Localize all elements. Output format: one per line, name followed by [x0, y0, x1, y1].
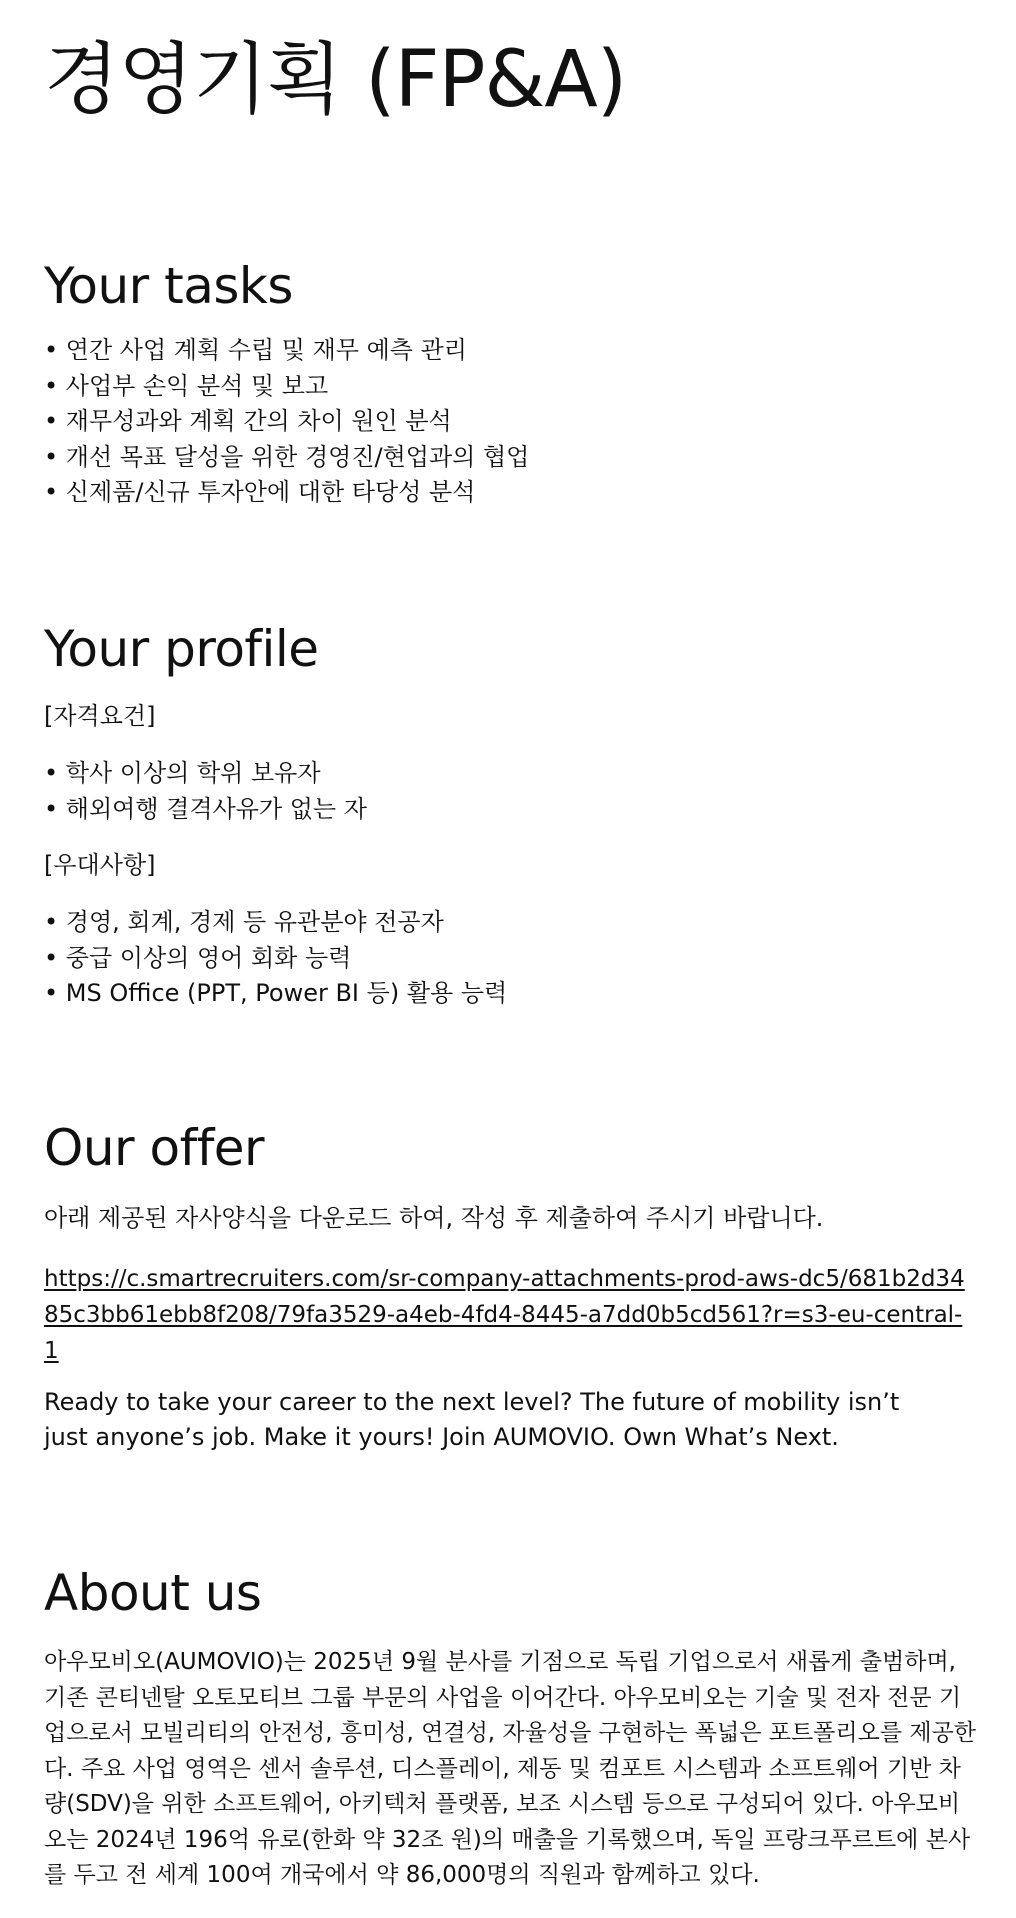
- attachment-download-link[interactable]: https://c.smartrecruiters.com/sr-company-attachments-prod-aws-dc5/681b2d3485c3bb61ebb8f208/79fa3529-a4eb-4fd4-8445-a7dd0b5cd561?r=s3-eu-central-1: [44, 1266, 965, 1364]
- preferred-label: [우대사항]: [44, 851, 156, 879]
- offer-link-paragraph: [44, 1261, 974, 1369]
- tasks-list: [44, 333, 529, 511]
- profile-heading: Your profile: [44, 620, 319, 678]
- list-item: • 해외여행 결격사유가 없는 자: [44, 792, 367, 828]
- preferred-list: [44, 905, 507, 1012]
- requirements-label: [자격요건]: [44, 702, 156, 730]
- list-item: • 사업부 손익 분석 및 보고: [44, 369, 529, 405]
- offer-intro-text: 아래 제공된 자사양식을 다운로드 하여, 작성 후 제출하여 주시기 바랍니다.: [44, 1204, 824, 1232]
- list-item: • 연간 사업 계획 수립 및 재무 예측 관리: [44, 333, 529, 369]
- offer-closing-text: Ready to take your career to the next level? The future of mobility isn’t just anyone’s job. Make it yours! Join AUMOVIO. Own What’s Next.: [44, 1388, 900, 1451]
- list-item: • 학사 이상의 학위 보유자: [44, 756, 367, 792]
- about-body-text: 아우모비오(AUMOVIO)는 2025년 9월 분사를 기점으로 독립 기업으로서 새롭게 출범하며, 기존 콘티넨탈 오토모티브 그룹 부문의 사업을 이어간다. 아우모비오는 기술 및 전자 전문 기업으로서 모빌리티의 안전성, 흥미성, 연결성, 자율성을 구현하는 폭넓은 포트폴리오를 제공한다. 주요 사업 영역은 센서 솔루션, 디스플레이, 제동 및 컴포트 시스템과 소프트웨어 기반 차량(SDV)을 위한 소프트웨어, 아키텍처 플랫폼, 보조 시스템 등으로 구성되어 있다. 아우모비오는 2024년 196억 유로(한화 약 32조 원)의 매출을 기록했으며, 독일 프랑크푸르트에 본사를 두고 전 세계 100여 개국에서 약 86,000명의 직원과 함께하고 있다.: [44, 1649, 977, 1888]
- list-item: • 신제품/신규 투자안에 대한 타당성 분석: [44, 475, 529, 511]
- tasks-heading: Your tasks: [44, 257, 293, 315]
- about-heading: About us: [44, 1564, 262, 1622]
- job-title: 경영기획 (FP&A): [44, 35, 627, 125]
- requirements-list: [44, 756, 367, 827]
- list-item: • MS Office (PPT, Power BI 등) 활용 능력: [44, 976, 507, 1012]
- list-item: • 개선 목표 달성을 위한 경영진/현업과의 협업: [44, 440, 529, 476]
- list-item: • 경영, 회계, 경제 등 유관분야 전공자: [44, 905, 507, 941]
- list-item: • 중급 이상의 영어 회화 능력: [44, 941, 507, 977]
- offer-heading: Our offer: [44, 1119, 265, 1177]
- list-item: • 재무성과와 계획 간의 차이 원인 분석: [44, 404, 529, 440]
